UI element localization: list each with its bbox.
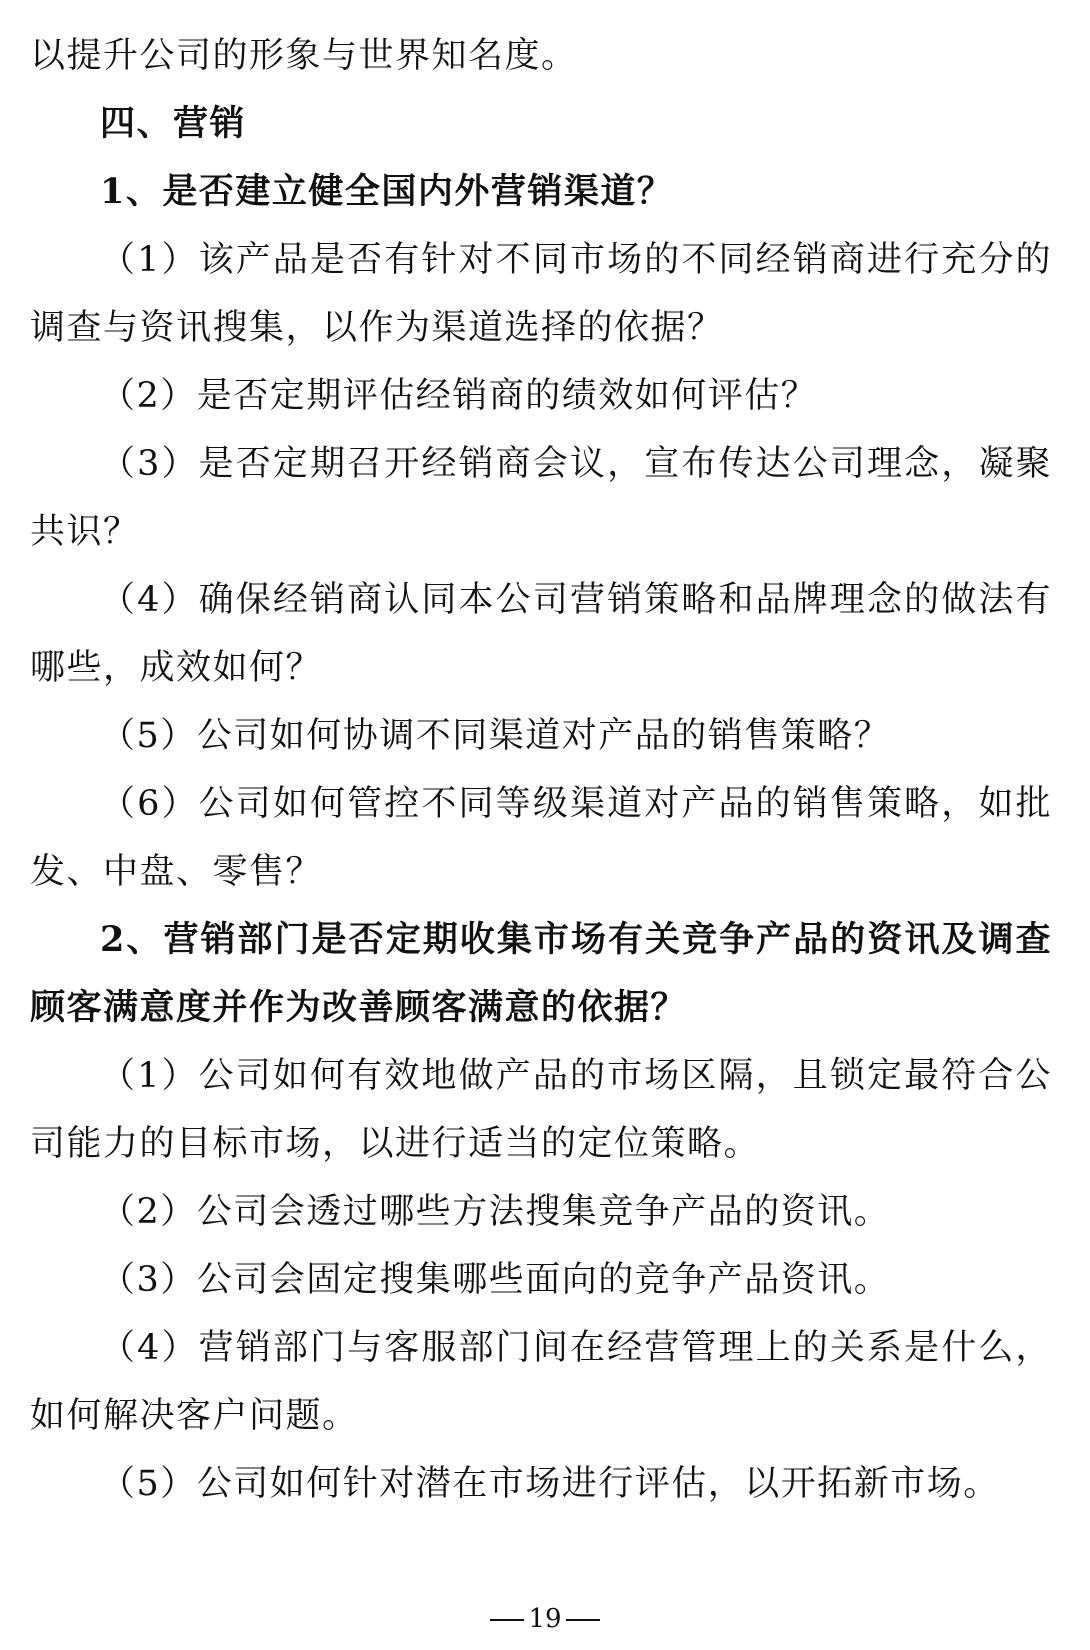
sub-question-1-5: （5）公司如何协调不同渠道对产品的销售策略？ <box>100 716 891 756</box>
question-heading-2: 2、营销部门是否定期收集市场有关竞争产品的资讯及调查顾客满意度并作为改善顾客满意的依据？ <box>30 919 1052 1028</box>
footer-dash-left <box>490 1619 524 1621</box>
question-heading-1: 1、是否建立健全国内外营销渠道？ <box>100 171 674 212</box>
sub-question-2-1: （1）公司如何有效地做产品的市场区隔，且锁定最符合公司能力的目标市场，以进行适当的定位策略。 <box>30 1056 1052 1164</box>
section-heading-marketing: 四、营销 <box>100 103 247 144</box>
sub-question-2-3: （3）公司会固定搜集哪些面向的竞争产品资讯。 <box>100 1260 891 1300</box>
sub-question-2-4: （4）营销部门与客服部门间在经营管理上的关系是什么，如何解决客户问题。 <box>30 1328 1052 1436</box>
sub-question-2-5: （5）公司如何针对潜在市场进行评估，以开拓新市场。 <box>100 1464 1000 1504</box>
sub-question-1-3: （3）是否定期召开经销商会议，宣布传达公司理念，凝聚共识？ <box>30 444 1052 552</box>
sub-question-1-2: （2）是否定期评估经销商的绩效如何评估？ <box>100 376 818 416</box>
sub-question-1-6: （6）公司如何管控不同等级渠道对产品的销售策略，如批发、中盘、零售？ <box>30 784 1052 892</box>
document-body <box>30 22 1052 1518</box>
sub-question-2-2: （2）公司会透过哪些方法搜集竞争产品的资讯。 <box>100 1192 891 1232</box>
footer-dash-right <box>566 1619 600 1621</box>
paragraph-continuation: 以提升公司的形象与世界知名度。 <box>30 36 578 76</box>
page-number: 19 <box>528 1604 562 1634</box>
sub-question-1-4: （4）确保经销商认同本公司营销策略和品牌理念的做法有哪些，成效如何？ <box>30 580 1052 688</box>
page-footer <box>0 1604 1090 1634</box>
sub-question-1-1: （1）该产品是否有针对不同市场的不同经销商进行充分的调查与资讯搜集，以作为渠道选择的依据？ <box>30 240 1052 348</box>
